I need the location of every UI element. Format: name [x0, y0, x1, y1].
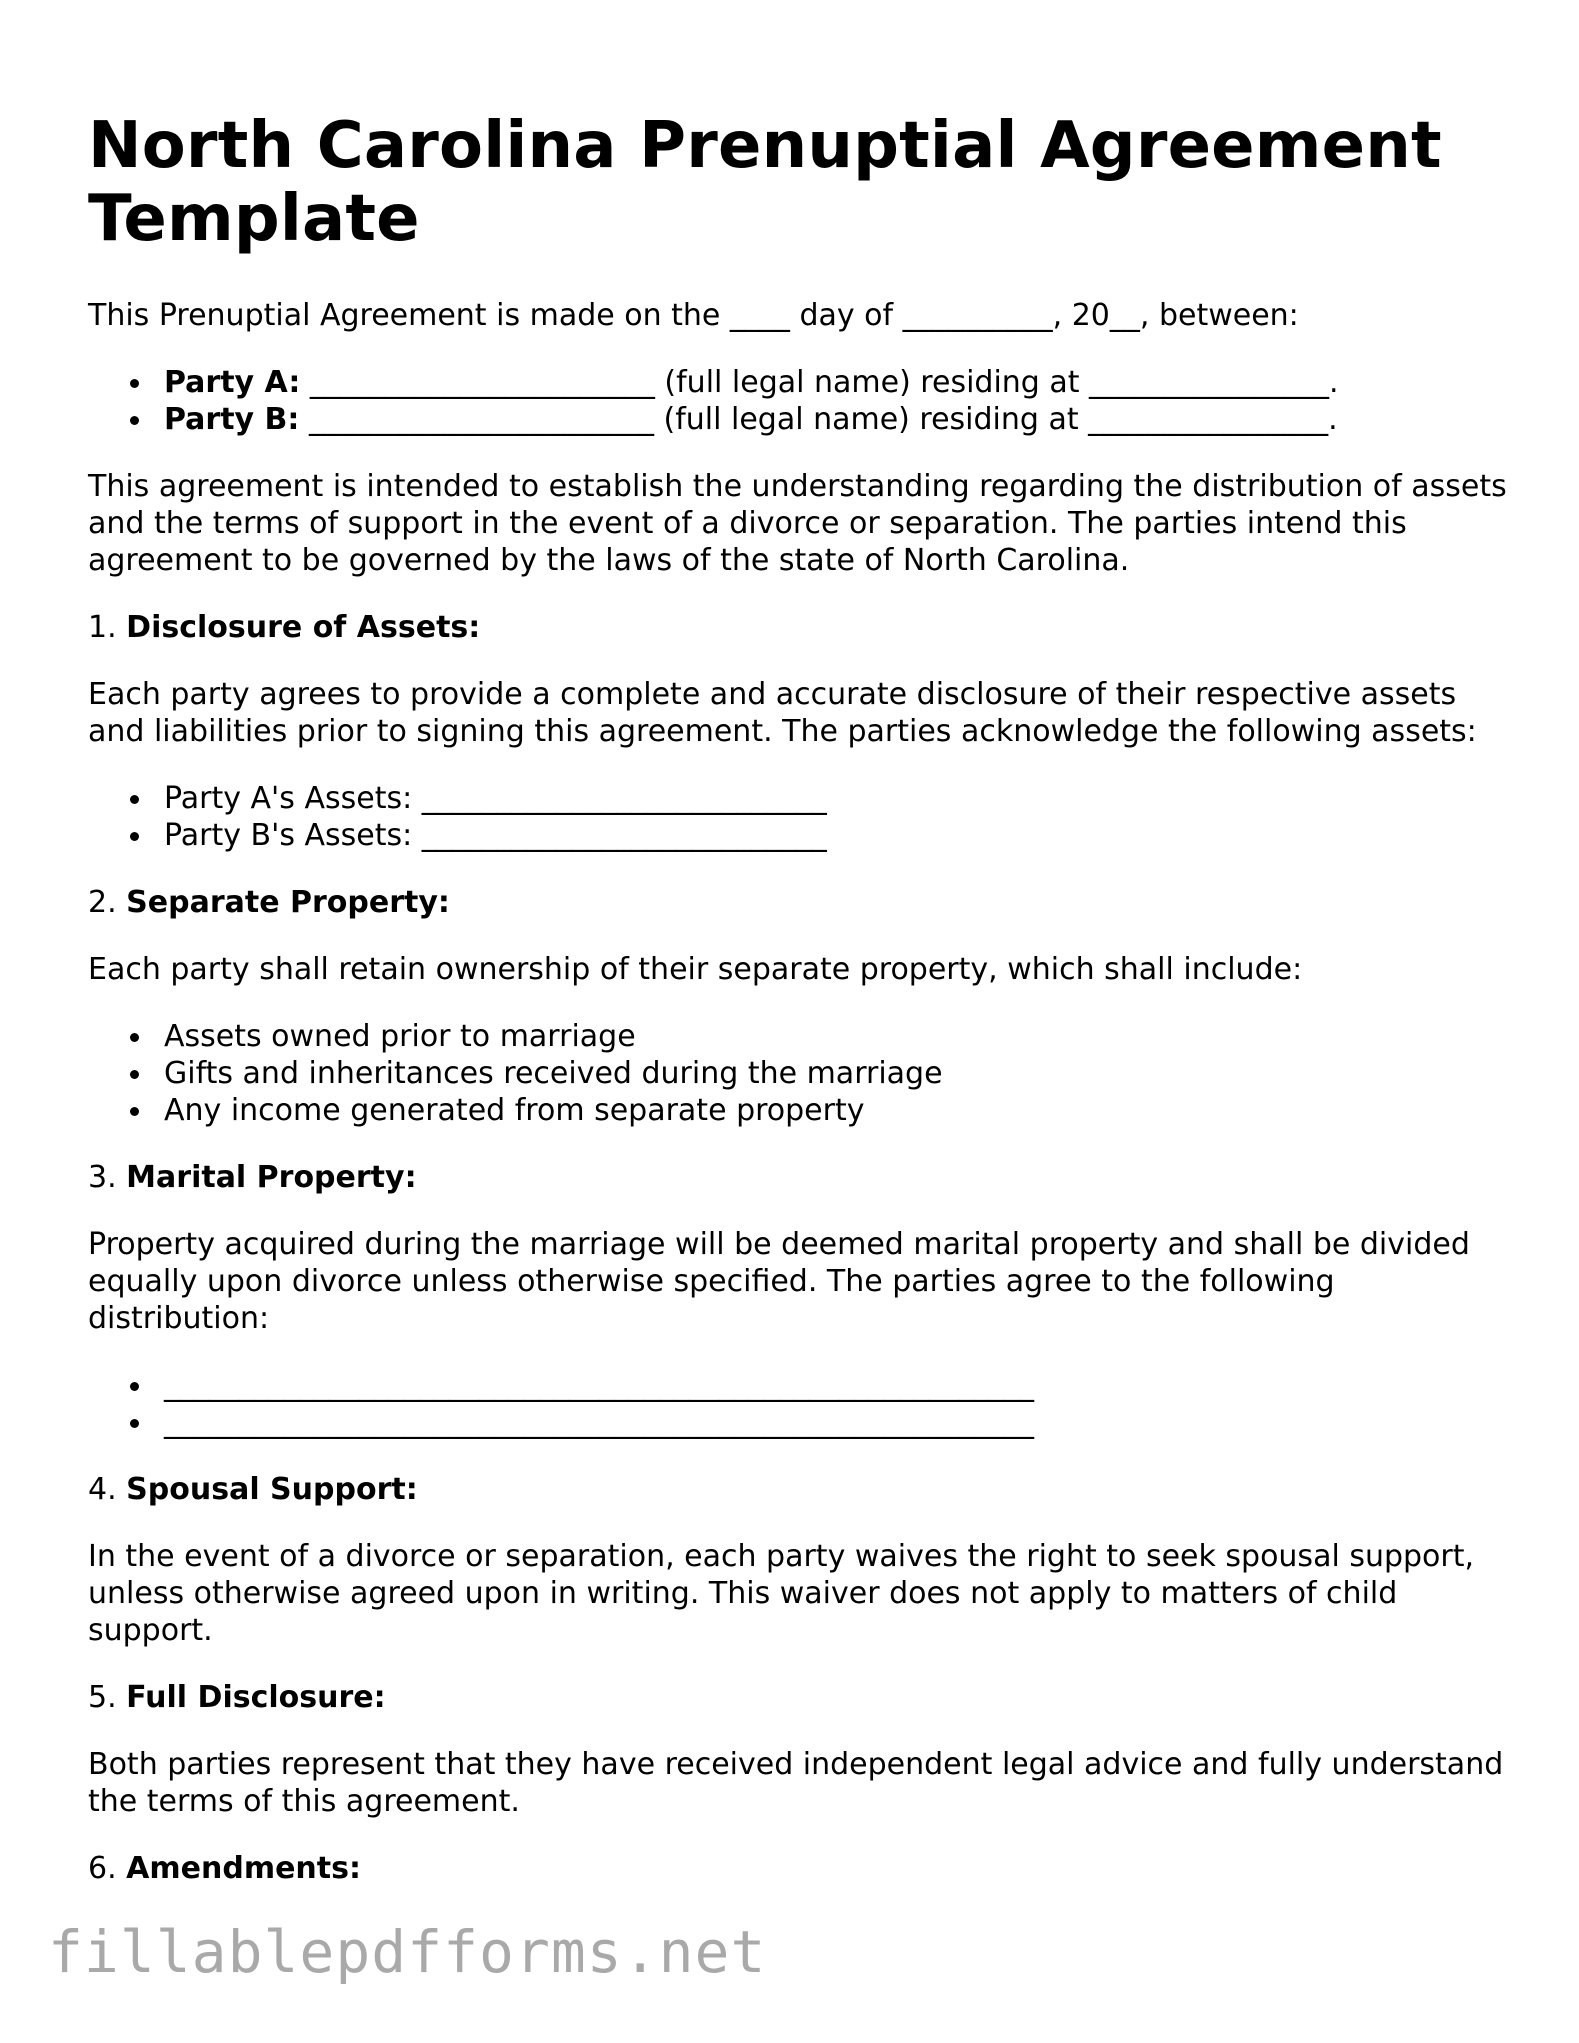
section-number: 3. — [88, 1160, 117, 1195]
party-b-label: Party B: — [164, 402, 300, 437]
section-number: 4. — [88, 1472, 117, 1507]
intro-paragraph: This Prenuptial Agreement is made on the ____ day of __________, 20__, between: — [88, 298, 1299, 333]
section-3-list — [88, 1367, 1508, 1441]
list-item: Party A's Assets: ___________________________ — [164, 780, 1508, 817]
document-page — [88, 110, 1508, 1917]
section-2-list — [88, 1018, 1508, 1129]
section-4-body: In the event of a divorce or separation, each party waives the right to seek spousal support, unless otherwise agreed upon in writing. This waiver does not apply to matters of child support. — [88, 1539, 1475, 1648]
purpose-paragraph: This agreement is intended to establish the understanding regarding the distribution of assets and the terms of support in the event of a divorce or separation. The parties intend this agreement to be governed by the laws of the state of North Carolina. — [88, 469, 1507, 578]
section-5-body: Both parties represent that they have received independent legal advice and fully understand the terms of this agreement. — [88, 1747, 1504, 1819]
section-number: 2. — [88, 885, 117, 920]
section-3-heading — [88, 1159, 1508, 1196]
list-item: Assets owned prior to marriage — [164, 1018, 1508, 1055]
section-1-heading — [88, 609, 1508, 646]
section-3-body: Property acquired during the marriage will be deemed marital property and shall be divided equally upon divorce unless otherwise specified. The parties agree to the following distribution: — [88, 1227, 1470, 1336]
section-number: 1. — [88, 610, 117, 645]
section-title: Separate Property: — [126, 885, 450, 920]
section-number: 6. — [88, 1851, 117, 1886]
list-item: __________________________________________________________ — [164, 1367, 1508, 1404]
party-b-text: _______________________ (full legal name) residing at ________________. — [299, 402, 1338, 437]
parties-list — [88, 364, 1508, 438]
watermark: fillablepdfforms.net — [48, 1918, 767, 1986]
section-5-heading — [88, 1679, 1508, 1716]
section-title: Spousal Support: — [126, 1472, 418, 1507]
section-title: Amendments: — [126, 1851, 361, 1886]
list-item — [164, 401, 1508, 438]
section-1-body: Each party agrees to provide a complete and accurate disclosure of their respective assets and liabilities prior to signing this agreement. The parties acknowledge the following assets: — [88, 677, 1477, 749]
list-item — [164, 364, 1508, 401]
document-title: North Carolina Prenuptial Agreement Template — [88, 109, 1442, 256]
section-6-heading — [88, 1850, 1508, 1887]
section-number: 5. — [88, 1680, 117, 1715]
party-a-label: Party A: — [164, 365, 301, 400]
section-title: Full Disclosure: — [126, 1680, 386, 1715]
list-item: Gifts and inheritances received during the marriage — [164, 1055, 1508, 1092]
party-a-text: _______________________ (full legal name) residing at ________________. — [300, 365, 1339, 400]
section-title: Disclosure of Assets: — [126, 610, 481, 645]
section-4-heading — [88, 1471, 1508, 1508]
list-item: Party B's Assets: ___________________________ — [164, 817, 1508, 854]
section-2-body: Each party shall retain ownership of their separate property, which shall include: — [88, 952, 1303, 987]
section-2-heading — [88, 884, 1508, 921]
section-1-list — [88, 780, 1508, 854]
list-item: __________________________________________________________ — [164, 1404, 1508, 1441]
list-item: Any income generated from separate property — [164, 1092, 1508, 1129]
section-title: Marital Property: — [126, 1160, 417, 1195]
